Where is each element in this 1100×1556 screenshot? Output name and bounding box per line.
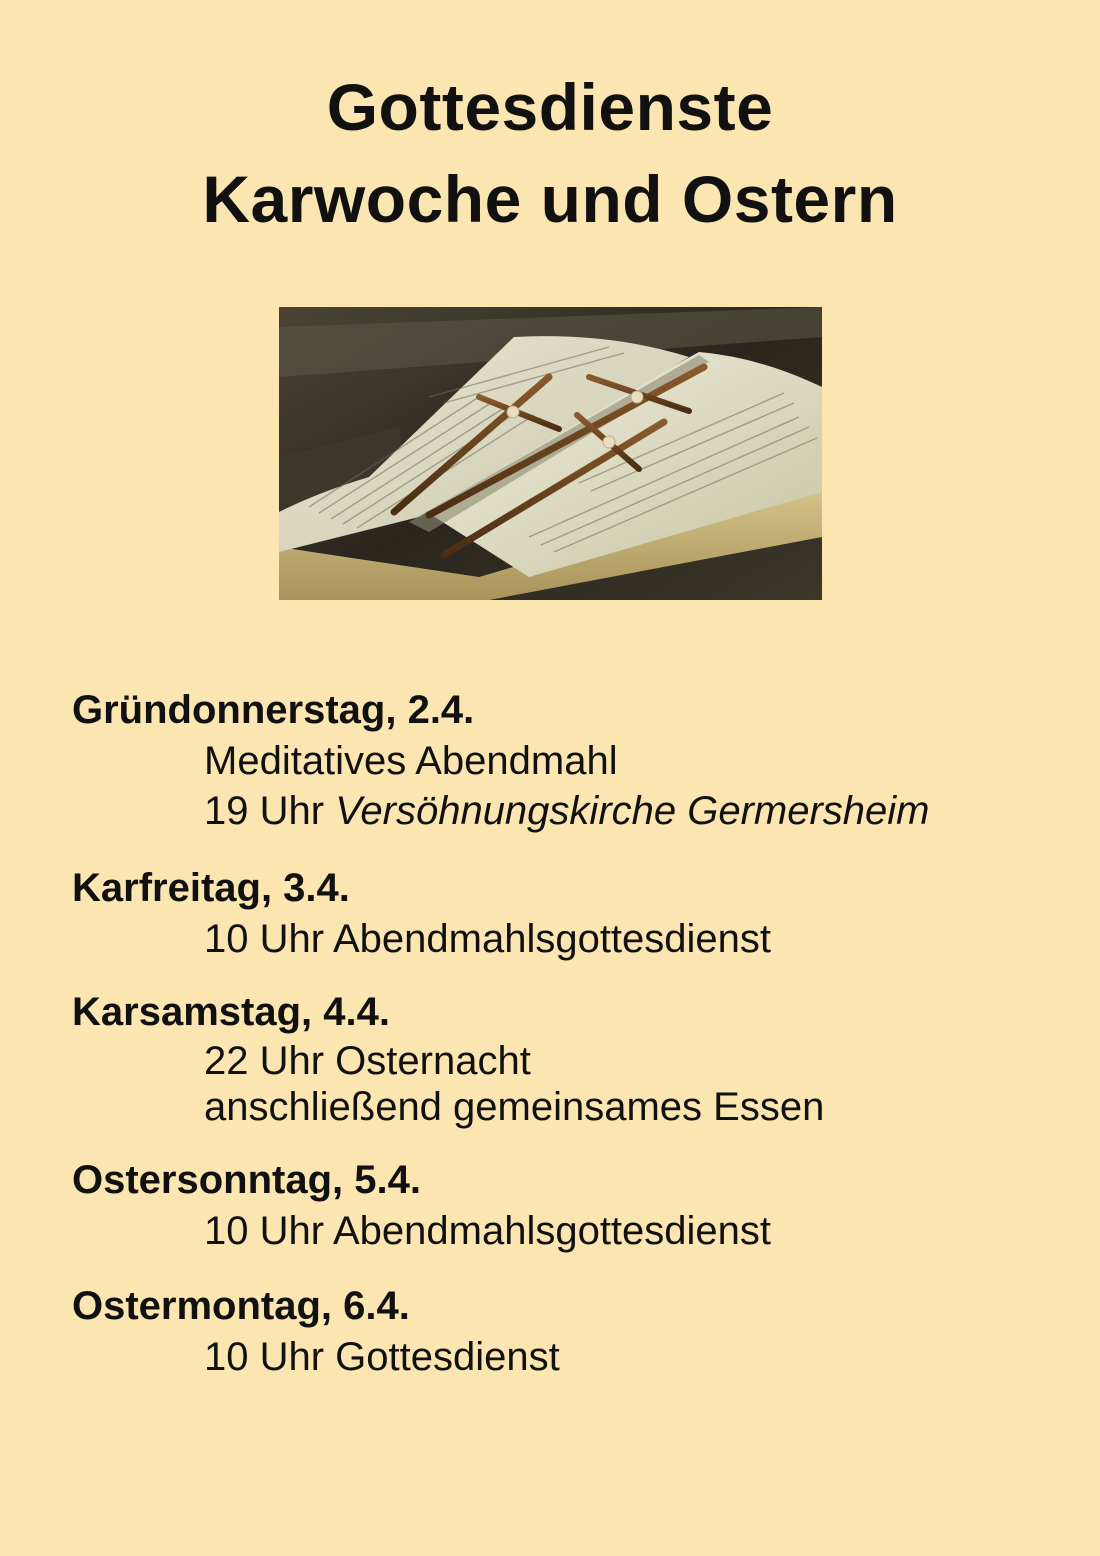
page-title-line-2: Karwoche und Ostern (202, 162, 898, 236)
service-description: anschließend gemeinsames Essen (204, 1085, 825, 1129)
bible-crosses-photo (279, 307, 822, 600)
day-heading: Ostersonntag, 5.4. (72, 1158, 421, 1202)
service-schedule (72, 684, 1072, 1382)
service-place: Versöhnungskirche Germersheim (335, 789, 930, 833)
day-heading: Gründonnerstag, 2.4. (72, 688, 475, 732)
service-description: 10 Uhr Gottesdienst (204, 1335, 560, 1379)
schedule-day-karsamstag (72, 986, 1072, 1130)
service-description: 10 Uhr Abendmahlsgottesdienst (204, 1209, 772, 1253)
service-time-place (72, 786, 1072, 836)
schedule-day-ostersonntag (72, 1154, 1072, 1256)
schedule-day-karfreitag (72, 862, 1072, 964)
day-heading: Karsamstag, 4.4. (72, 990, 390, 1034)
schedule-day-gruendonnerstag (72, 684, 1072, 836)
day-heading: Ostermontag, 6.4. (72, 1284, 410, 1328)
service-description: Meditatives Abendmahl (204, 739, 618, 783)
service-description: 10 Uhr Abendmahlsgottesdienst (204, 917, 772, 961)
schedule-day-ostermontag (72, 1280, 1072, 1382)
page-title-line-1: Gottesdienste (326, 70, 774, 144)
service-time: 19 Uhr (204, 789, 325, 833)
day-heading: Karfreitag, 3.4. (72, 866, 350, 910)
service-description: 22 Uhr Osternacht (204, 1039, 531, 1083)
